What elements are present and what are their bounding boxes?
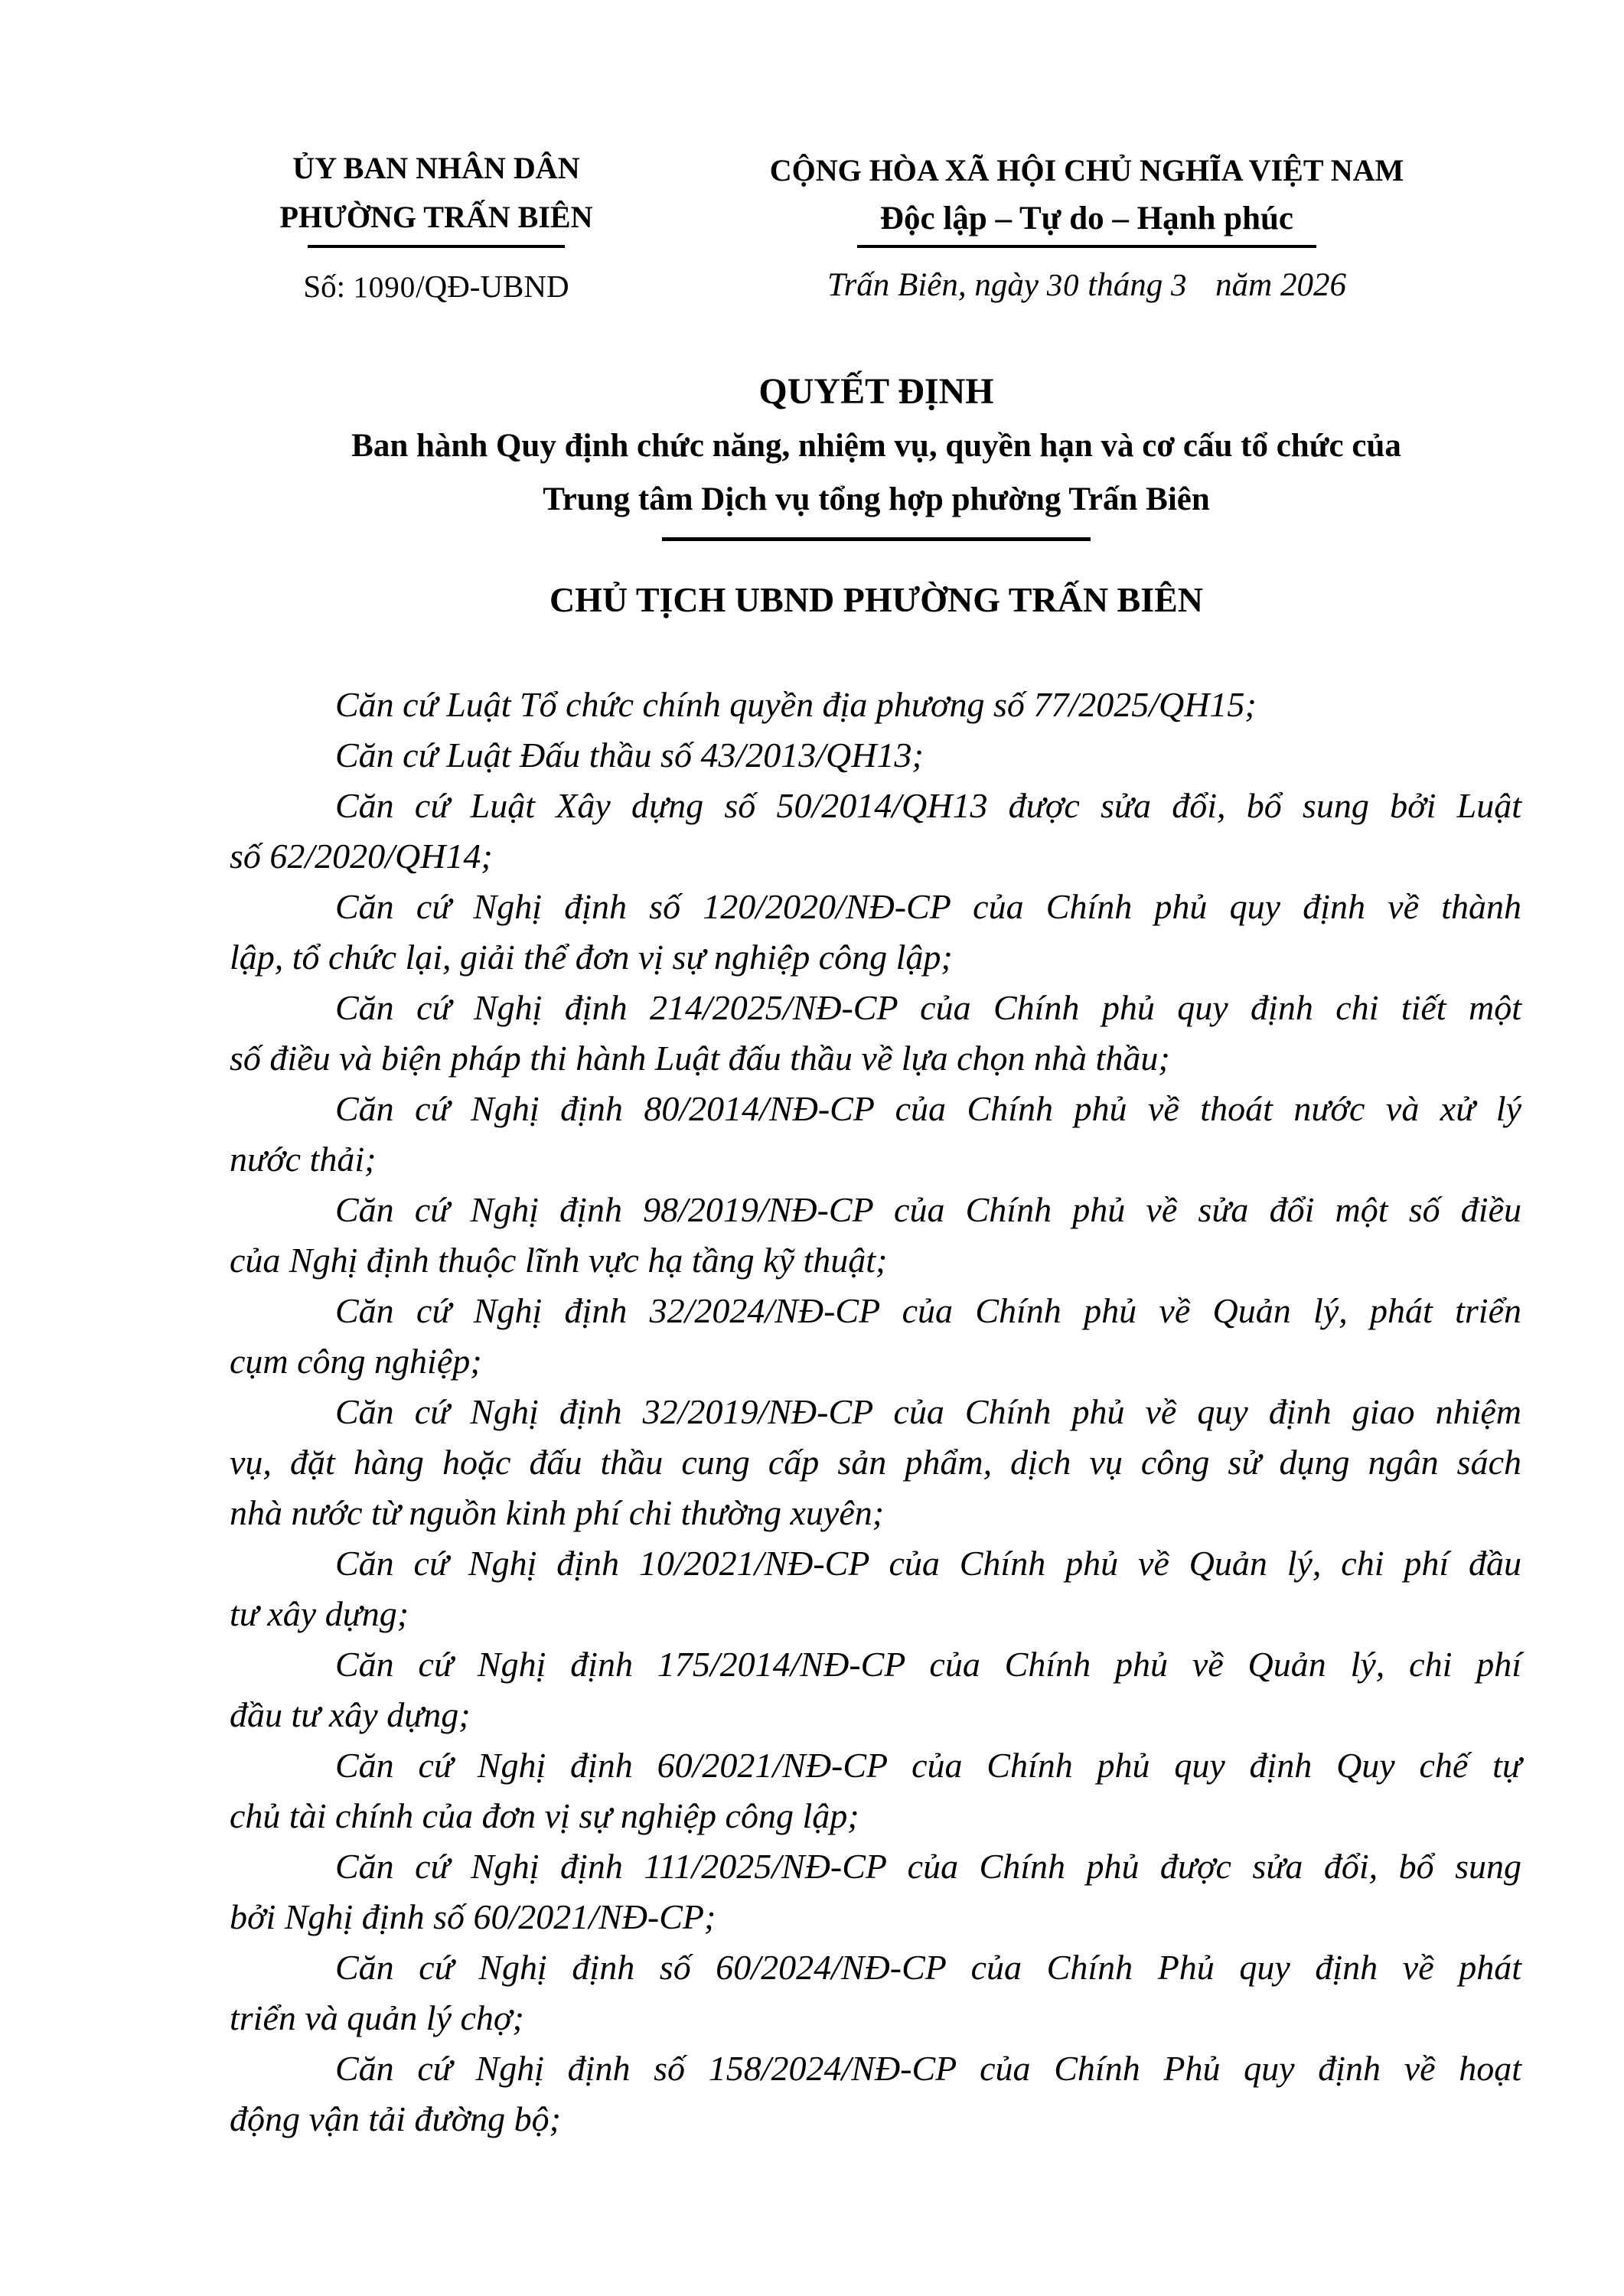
dateline-day-label: ngày [974, 267, 1039, 303]
paragraph-line: tư xây dựng; [230, 1594, 409, 1633]
issuing-authority-underline [308, 245, 565, 248]
paragraph-line: chủ tài chính của đơn vị sự nghiệp công lập; [230, 1796, 859, 1835]
paragraph-line: số 62/2020/QH14; [230, 837, 493, 876]
paragraph-line: nước thải; [230, 1140, 377, 1179]
paragraph-line: Căn cứ Nghị định số 60/2024/NĐ-CP của Chính Phủ quy định về phát [335, 1948, 1521, 1987]
paragraph-line: Căn cứ Luật Xây dựng số 50/2014/QH13 được sửa đổi, bổ sung bởi Luật [335, 786, 1521, 825]
dateline-year: 2026 [1280, 267, 1346, 303]
paragraph-line: Căn cứ Nghị định 10/2021/NĐ-CP của Chính phủ về Quản lý, chi phí đầu [335, 1544, 1521, 1583]
paragraph-line: Căn cứ Nghị định số 120/2020/NĐ-CP của Chính phủ quy định về thành [335, 887, 1521, 926]
document-number-value: 1090 [353, 271, 416, 304]
dateline-place: Trấn Biên, [827, 267, 967, 303]
paragraph-line: Căn cứ Nghị định 80/2014/NĐ-CP của Chính phủ về thoát nước và xử lý [335, 1089, 1521, 1128]
legal-basis-paragraph [230, 680, 1521, 730]
title-block [230, 364, 1523, 541]
paragraph-line: bởi Nghị định số 60/2021/NĐ-CP; [230, 1897, 716, 1936]
legal-basis-paragraph [230, 983, 1521, 1084]
motto-underline [857, 245, 1316, 248]
legal-basis-paragraph [230, 1538, 1521, 1639]
legal-basis-paragraph [230, 1942, 1521, 2043]
legal-basis-paragraph [230, 1841, 1521, 1942]
legal-basis-paragraph [230, 1084, 1521, 1185]
paragraph-line: Căn cứ Nghị định 214/2025/NĐ-CP của Chính phủ quy định chi tiết một [335, 988, 1521, 1027]
paragraph-line: động vận tải đường bộ; [230, 2099, 561, 2138]
document-number-suffix: /QĐ-UBND [416, 269, 569, 304]
paragraph-line: vụ, đặt hàng hoặc đấu thầu cung cấp sản phẩm, dịch vụ công sử dụng ngân sách [230, 1443, 1521, 1482]
legal-basis-paragraph [230, 1639, 1521, 1740]
document-number-label: Số: [303, 269, 346, 304]
dateline-year-label: năm [1215, 267, 1273, 303]
issuing-authority-parent: ỦY BAN NHÂN DÂN [292, 151, 580, 185]
legal-basis-section [230, 680, 1521, 2144]
legal-basis-paragraph [230, 1185, 1521, 1286]
national-motto: Độc lập – Tự do – Hạnh phúc [880, 201, 1293, 236]
legal-basis-paragraph [230, 1286, 1521, 1387]
paragraph-line: Căn cứ Nghị định số 158/2024/NĐ-CP của Chính Phủ quy định về hoạt [335, 2049, 1521, 2088]
legal-basis-paragraph [230, 730, 1521, 781]
paragraph-line: Căn cứ Nghị định 98/2019/NĐ-CP của Chính phủ về sửa đổi một số điều [335, 1190, 1521, 1229]
paragraph-line: Căn cứ Nghị định 60/2021/NĐ-CP của Chính phủ quy định Quy chế tự [335, 1746, 1521, 1785]
document-number-line [245, 268, 628, 305]
paragraph-line: nhà nước từ nguồn kinh phí chi thường xuyên; [230, 1493, 885, 1532]
legal-basis-paragraph [230, 2043, 1521, 2144]
dateline [708, 266, 1466, 304]
document-subject-line2: Trung tâm Dịch vụ tổng hợp phường Trấn Biên [543, 481, 1210, 517]
national-name: CỘNG HÒA XÃ HỘI CHỦ NGHĨA VIỆT NAM [769, 153, 1404, 188]
paragraph-line: Căn cứ Luật Đấu thầu số 43/2013/QH13; [335, 735, 924, 775]
issuing-authority-name: PHƯỜNG TRẤN BIÊN [279, 200, 593, 234]
paragraph-line: lập, tổ chức lại, giải thể đơn vị sự nghiệp công lập; [230, 938, 953, 977]
paragraph-line: Căn cứ Luật Tổ chức chính quyền địa phương số 77/2025/QH15; [335, 685, 1257, 724]
paragraph-line: cụm công nghiệp; [230, 1342, 482, 1381]
dateline-month: 3 [1170, 268, 1188, 302]
national-header-block [708, 147, 1466, 304]
document-subject-line1: Ban hành Quy định chức năng, nhiệm vụ, quyền hạn và cơ cấu tổ chức của [351, 428, 1401, 464]
dateline-month-label: tháng [1088, 267, 1163, 303]
paragraph-line: Căn cứ Nghị định 175/2014/NĐ-CP của Chính phủ về Quản lý, chi phí [335, 1645, 1521, 1684]
paragraph-line: Căn cứ Nghị định 32/2019/NĐ-CP của Chính phủ về quy định giao nhiệm [335, 1392, 1521, 1431]
paragraph-line: số điều và biện pháp thi hành Luật đấu thầu về lựa chọn nhà thầu; [230, 1039, 1170, 1078]
paragraph-line: triển và quản lý chợ; [230, 1998, 524, 2037]
paragraph-line: Căn cứ Nghị định 32/2024/NĐ-CP của Chính phủ về Quản lý, phát triển [335, 1291, 1521, 1330]
legal-basis-paragraph [230, 781, 1521, 882]
issuer-heading: CHỦ TỊCH UBND PHƯỜNG TRẤN BIÊN [549, 580, 1204, 619]
issuing-authority-block [245, 144, 628, 305]
legal-basis-paragraph [230, 1740, 1521, 1841]
paragraph-line: đầu tư xây dựng; [230, 1695, 471, 1734]
dateline-day: 30 [1046, 268, 1080, 302]
document-type-heading: QUYẾT ĐỊNH [758, 371, 994, 412]
legal-basis-paragraph [230, 882, 1521, 983]
title-rule [662, 537, 1091, 541]
paragraph-line: của Nghị định thuộc lĩnh vực hạ tầng kỹ thuật; [230, 1241, 888, 1280]
paragraph-line: Căn cứ Nghị định 111/2025/NĐ-CP của Chính phủ được sửa đổi, bổ sung [335, 1847, 1521, 1886]
legal-basis-paragraph [230, 1387, 1521, 1538]
